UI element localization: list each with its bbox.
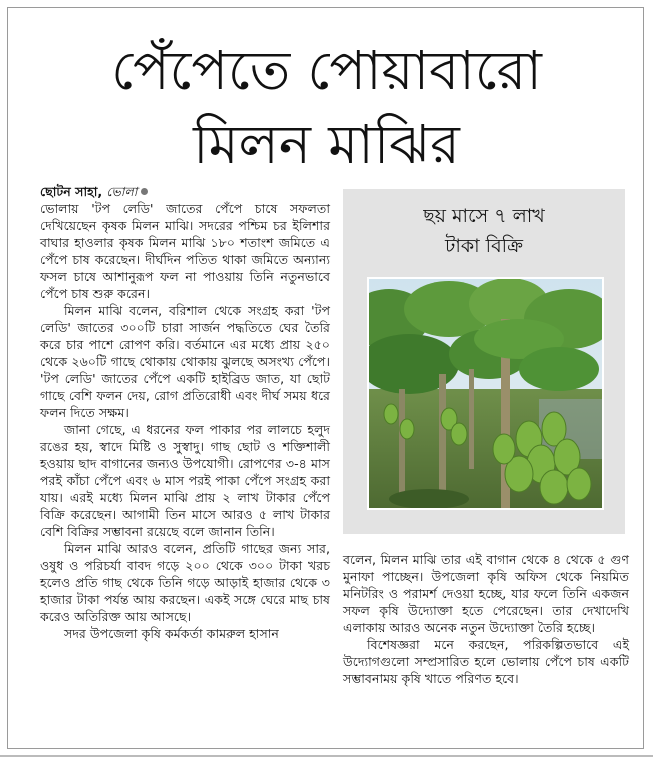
byline-place: ভোলা [106,184,138,199]
bottom-rule [0,755,653,757]
headline-line-2: মিলন মাঝির [193,113,460,176]
paragraph-6: বলেন, মিলন মাঝি তার এই বাগান থেকে ৪ থেকে ৫ গুণ মুনাফা পাচ্ছেন। উপজেলা কৃষি অফিস থেকে নিয়মিত মনিটরিং ও পরামর্শ দেওয়া হচ্ছে, যার ফলে তিনি একজন সফল কৃষি উদ্যোক্তা হতে পেরেছেন। তার দেখাদেখি এলাকায় আরও অনেক নতুন উদ্যোক্তা তৈরি হচ্ছে। [343,552,629,635]
byline-author: ছোটন সাহা, [40,184,103,199]
highlight-title [343,201,625,261]
highlight-line-1: ছয় মাসে ৭ লাখ [423,205,545,227]
papaya-photo-image [369,279,602,508]
paragraph-1: ভোলায় 'টপ লেডি' জাতের পেঁপে চাষে সফলতা দেখিয়েছেন কৃষক মিলন মাঝি। সদরের পশ্চিম চর ইলিশার বাঘার হাওলার কৃষক মিলন মাঝি ১৮০ শতাংশ জমিতে এ পেঁপে চাষ করেছেন। দীর্ঘদিন পতিত থাকা জমিতে অন্যান্য ফসল চাষে আশানুরূপ ফল না পাওয়ায় তিনি নতুনভাবে পেঁপে চাষ শুরু করেন। [40,201,330,301]
paragraph-2: মিলন মাঝি বলেন, বরিশাল থেকে সংগ্রহ করা 'টপ লেডি' জাতের ৩০০টি চারা সার্জন পদ্ধতিতে ঘের তৈরি করে চার পাশে রোপণ করি। বর্তমানে এর মধ্যে প্রায় ২৫০ থেকে ২৬০টি গাছে থোকায় থোকায় ঝুলছে অসংখ্য পেঁপে। 'টপ লেডি' জাতের পেঁপে একটি হাইব্রিড জাত, যা ছোট গাছে বেশি ফলন দেয়, রোগ প্রতিরোধী এবং দীর্ঘ সময় ধরে ফলন দিতে সক্ষম। [40,303,330,420]
article-column-right [343,551,629,687]
byline [40,183,330,200]
paragraph-5: সদর উপজেলা কৃষি কর্মকর্তা কামরুল হাসান [64,626,279,641]
highlight-line-2: টাকা বিক্রি [444,235,524,257]
paragraph-3: জানা গেছে, এ ধরনের ফল পাকার পর লালচে হলুদ রঙের হয়, স্বাদে মিষ্টি ও সুস্বাদু। গাছ ছোট ও শক্তিশালী হওয়ায় ছাদ বাগানের জন্যও উপযোগী। রোপণের ৩-৪ মাস পরই কাঁচা পেঁপে এবং ৬ মাস পরই পাকা পেঁপে সংগ্রহ করা যায়। এরই মধ্যে মিলন মাঝি প্রায় ২ লাখ টাকার পেঁপে বিক্রি করেছেন। আগামী তিন মাসে আরও ৫ লাখ টাকার বেশি বিক্রির সম্ভাবনা রয়েছে বলে জানান তিনি। [40,422,330,539]
article-column-left [40,183,330,642]
byline-dot-icon [141,188,148,195]
paragraph-4: মিলন মাঝি আরও বলেন, প্রতিটি গাছের জন্য সার, ওষুধ ও পরিচর্যা বাবদ গড়ে ২০০ থেকে ৩০০ টাকা খরচ হলেও প্রতি গাছ থেকে তিনি গড়ে আড়াই হাজার থেকে ৩ হাজার টাকা পর্যন্ত আয় করছেন। একই সঙ্গে ঘেরে মাছ চাষ করেও অতিরিক্ত আয় আসছে। [40,541,330,624]
papaya-photo [367,277,604,510]
headline-line-1: পেঁপেতে পোয়াবারো [111,39,542,102]
highlight-box [343,189,625,534]
paragraph-7: বিশেষজ্ঞরা মনে করছেন, পরিকল্পিতভাবে এই উদ্যোগগুলো সম্প্রসারিত হলে ভোলায় পেঁপে চাষ একটি সম্ভাবনাময় কৃষি খাতে পরিণত হবে। [343,637,629,686]
